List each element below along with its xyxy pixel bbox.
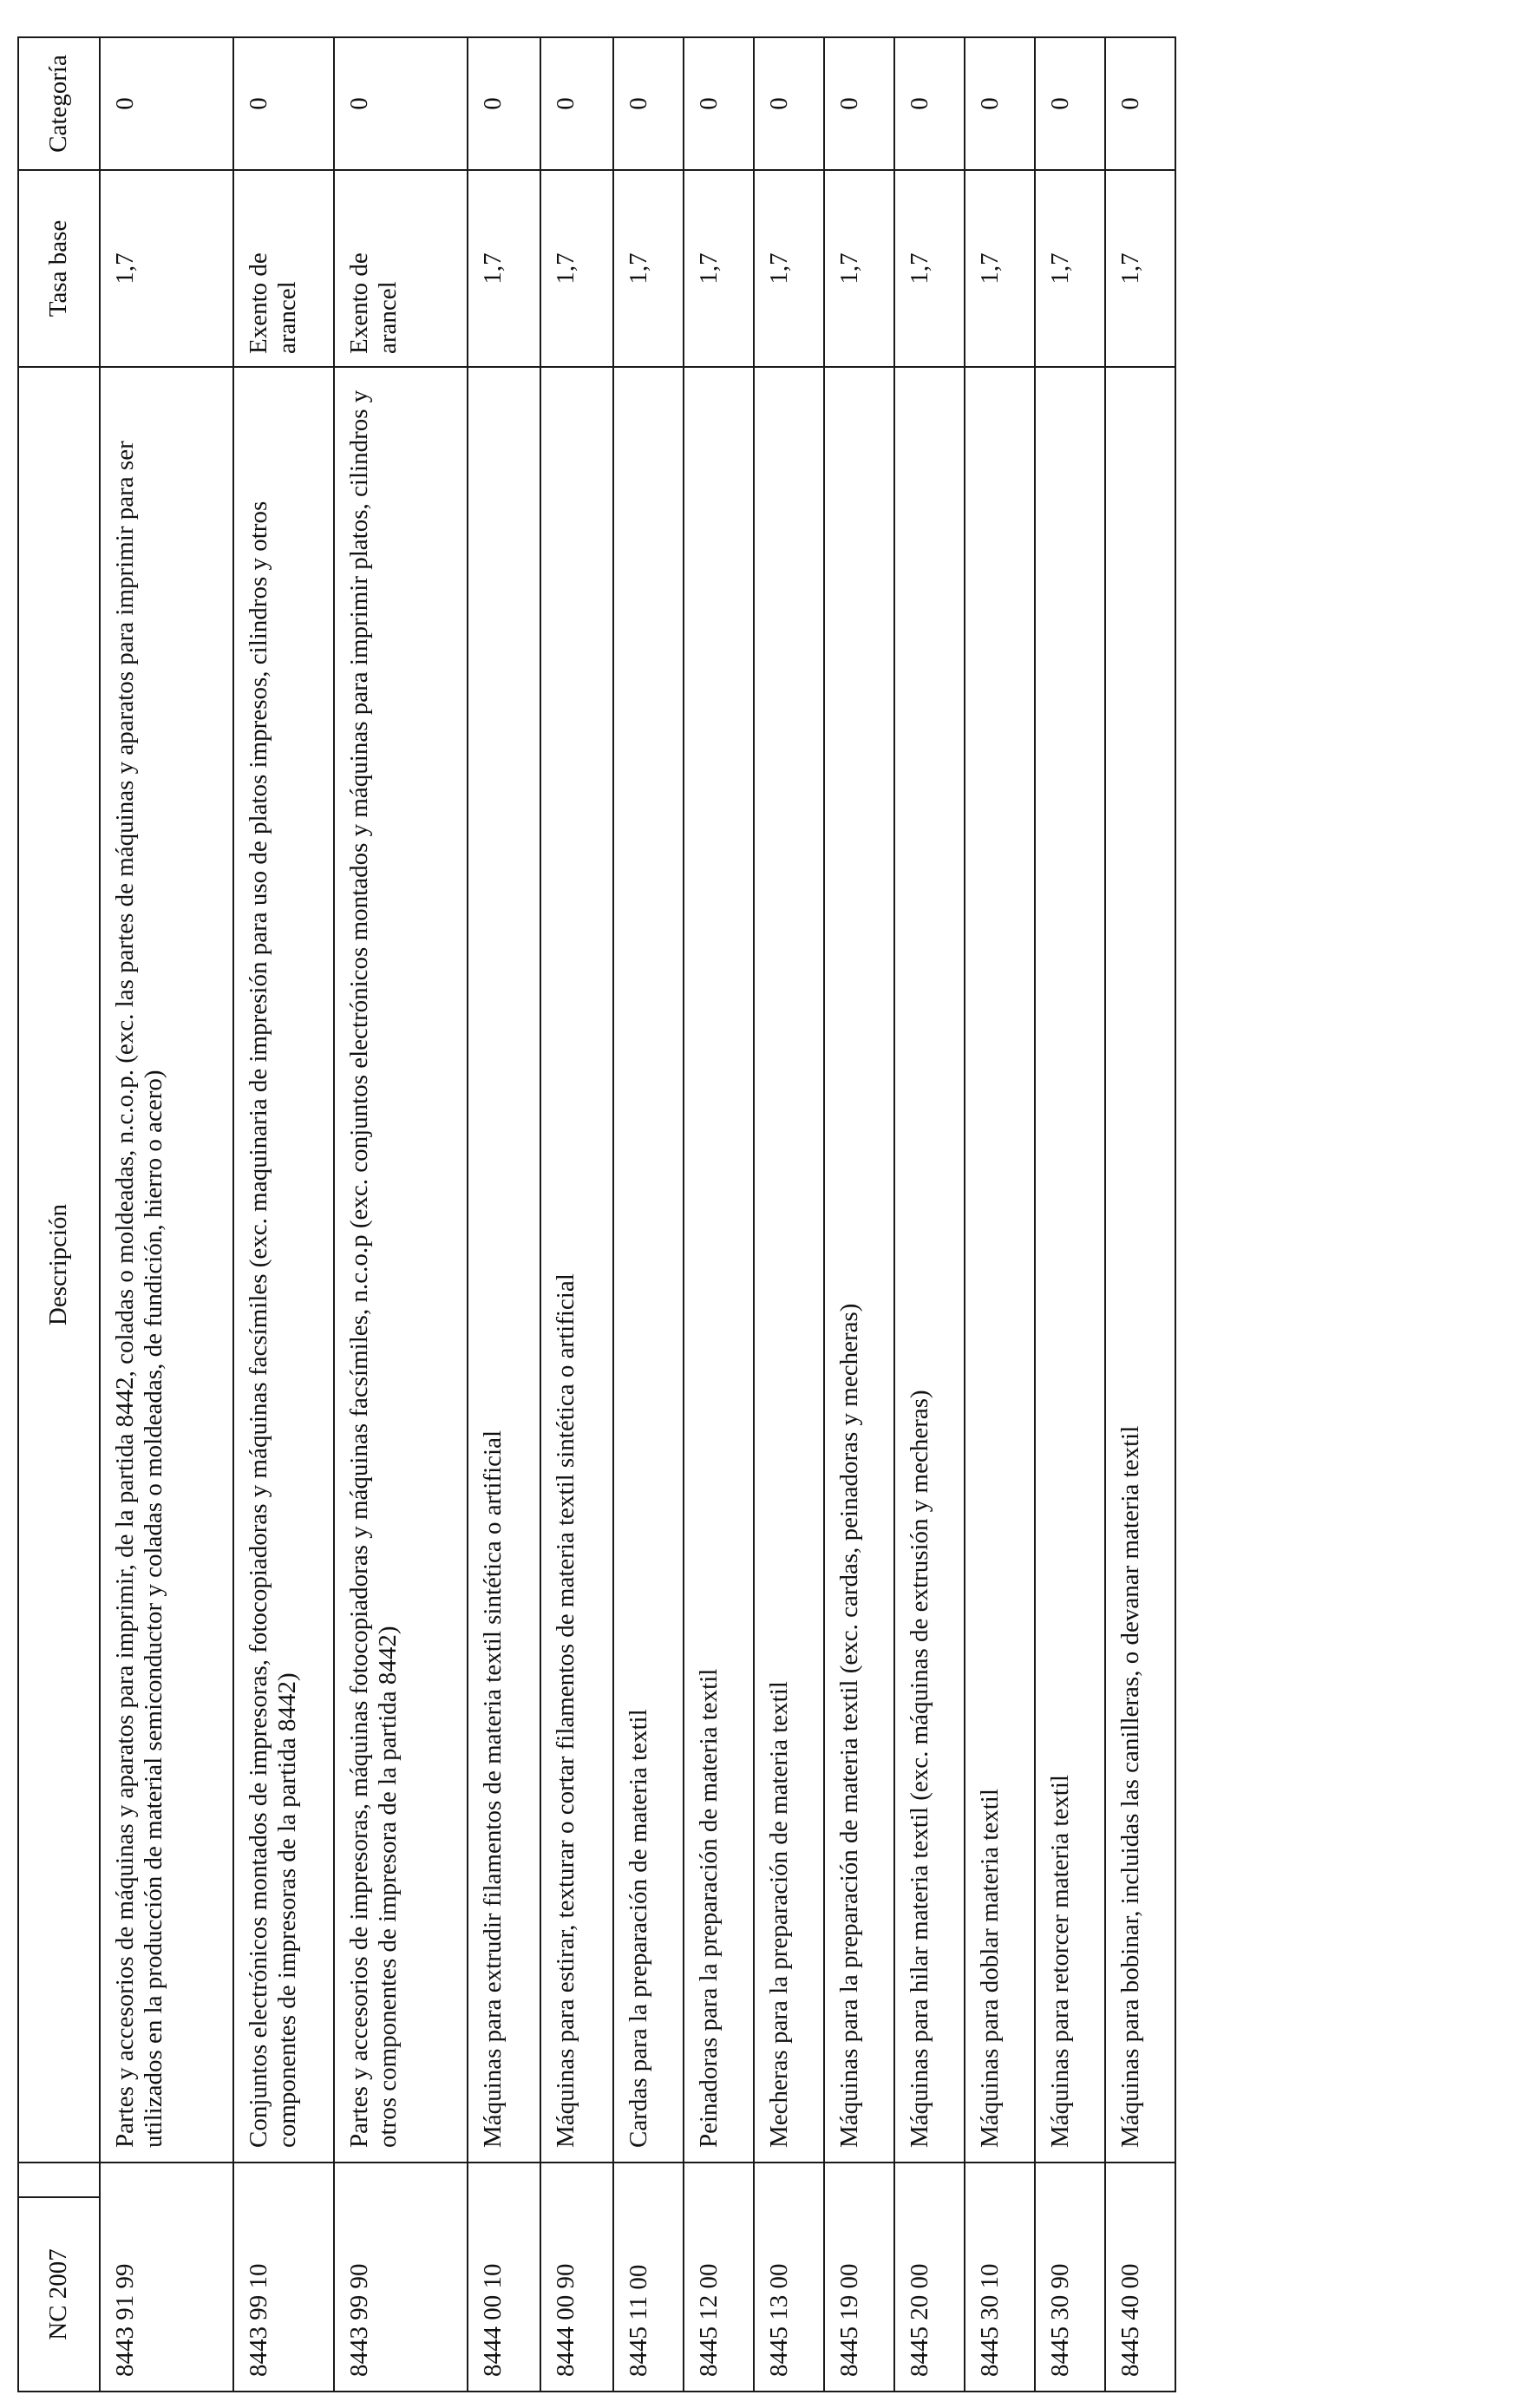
category-cell: 0	[754, 37, 824, 170]
nc-code: 8445 20 00	[894, 2163, 965, 2392]
category-cell: 0	[1105, 37, 1175, 170]
header-rate: Tasa base	[18, 170, 100, 367]
table-row	[233, 37, 334, 2392]
category-cell: 0	[894, 37, 965, 170]
table-row	[613, 37, 684, 2392]
description-cell: Cardas para la preparación de materia textil	[613, 367, 684, 2163]
description-cell: Conjuntos electrónicos montados de impresoras, fotocopiadoras y máquinas facsímiles (exc. maquinaria de impresión para uso de platos impresos, cilindros y otros componentes de impresoras de la partida 8442)	[233, 367, 334, 2163]
nc-code: 8445 19 00	[824, 2163, 894, 2392]
rate-cell: 1,7	[1035, 170, 1105, 367]
table-row	[334, 37, 468, 2392]
category-cell: 0	[684, 37, 754, 170]
category-cell: 0	[540, 37, 613, 170]
nc-code: 8445 12 00	[684, 2163, 754, 2392]
table-row	[965, 37, 1035, 2392]
nc-code: 8445 40 00	[1105, 2163, 1175, 2392]
table-row	[100, 37, 233, 2392]
category-cell: 0	[334, 37, 468, 170]
tariff-table	[17, 36, 1176, 2392]
category-cell: 0	[1035, 37, 1105, 170]
rate-cell: 1,7	[965, 170, 1035, 367]
description-cell: Máquinas para hilar materia textil (exc. máquinas de extrusión y mecheras)	[894, 367, 965, 2163]
nc-code: 8445 30 90	[1035, 2163, 1105, 2392]
rate-cell: 1,7	[100, 170, 233, 367]
description-cell: Máquinas para doblar materia textil	[965, 367, 1035, 2163]
description-cell: Máquinas para extrudir filamentos de materia textil sintética o artificial	[468, 367, 540, 2163]
category-cell: 0	[233, 37, 334, 170]
table-row	[754, 37, 824, 2392]
header-description: Descripción	[18, 367, 100, 2163]
rate-cell: 1,7	[684, 170, 754, 367]
rate-cell: 1,7	[468, 170, 540, 367]
table-row	[824, 37, 894, 2392]
category-cell: 0	[468, 37, 540, 170]
header-category: Categoría	[18, 37, 100, 170]
category-cell: 0	[824, 37, 894, 170]
table-row	[468, 37, 540, 2392]
rate-cell: 1,7	[613, 170, 684, 367]
table-row	[1035, 37, 1105, 2392]
nc-code: 8444 00 90	[540, 2163, 613, 2392]
description-cell: Partes y accesorios de impresoras, máquinas fotocopiadoras y máquinas facsímiles, n.c.o.p (exc. conjuntos electrónicos montados y máquinas para imprimir platos, cilindros y otros componentes de impresora de la partida 8442)	[334, 367, 468, 2163]
nc-code: 8445 30 10	[965, 2163, 1035, 2392]
table-row	[540, 37, 613, 2392]
description-cell: Peinadoras para la preparación de materia textil	[684, 367, 754, 2163]
table-row	[1105, 37, 1175, 2392]
table-row	[894, 37, 965, 2392]
header-nc: NC 2007	[18, 2197, 100, 2392]
nc-code: 8444 00 10	[468, 2163, 540, 2392]
category-cell: 0	[613, 37, 684, 170]
category-cell: 0	[965, 37, 1035, 170]
header-gap	[18, 2163, 100, 2197]
nc-code: 8443 99 90	[334, 2163, 468, 2392]
rate-cell: 1,7	[894, 170, 965, 367]
rate-cell: 1,7	[824, 170, 894, 367]
nc-code: 8445 11 00	[613, 2163, 684, 2392]
description-cell: Máquinas para retorcer materia textil	[1035, 367, 1105, 2163]
nc-code: 8443 99 10	[233, 2163, 334, 2392]
description-cell: Máquinas para bobinar, incluidas las canilleras, o devanar materia textil	[1105, 367, 1175, 2163]
table-header-row	[18, 37, 100, 2392]
rate-cell: 1,7	[1105, 170, 1175, 367]
description-cell: Máquinas para estirar, texturar o cortar filamentos de materia textil sintética o artificial	[540, 367, 613, 2163]
rate-cell: 1,7	[540, 170, 613, 367]
rate-cell: Exento de arancel	[233, 170, 334, 367]
nc-code: 8443 91 99	[100, 2163, 233, 2392]
description-cell: Partes y accesorios de máquinas y aparatos para imprimir, de la partida 8442, coladas o moldeadas, n.c.o.p. (exc. las partes de máquinas y aparatos para imprimir para ser utilizados en la producción de material semiconductor y coladas o moldeadas, de fundición, hierro o acero)	[100, 367, 233, 2163]
nc-code: 8445 13 00	[754, 2163, 824, 2392]
category-cell: 0	[100, 37, 233, 170]
rate-cell: Exento de arancel	[334, 170, 468, 367]
description-cell: Máquinas para la preparación de materia textil (exc. cardas, peinadoras y mecheras)	[824, 367, 894, 2163]
rate-cell: 1,7	[754, 170, 824, 367]
description-cell: Mecheras para la preparación de materia textil	[754, 367, 824, 2163]
table-row	[684, 37, 754, 2392]
